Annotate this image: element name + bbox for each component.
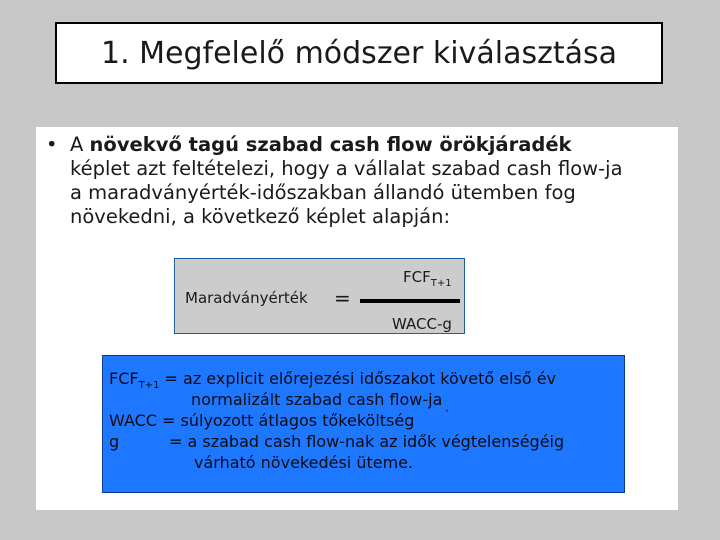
formula-numerator-sub: T+1	[430, 278, 452, 289]
def-fcf-term: FCF	[109, 369, 139, 388]
slide-title: 1. Megfelelő módszer kiválasztása	[100, 35, 617, 71]
def-fcf-line2	[191, 390, 449, 413]
bullet-paragraph	[46, 133, 676, 229]
formula-denominator: WACC-g	[392, 315, 452, 333]
bullet-bold: növekvő tagú szabad cash flow örökjáradék	[89, 133, 572, 156]
formula-equals: =	[334, 286, 351, 310]
formula-numerator-main: FCF	[403, 268, 431, 286]
bullet-line3: a maradványérték-időszakban állandó ütemben fog	[70, 181, 576, 204]
title-box	[55, 22, 663, 84]
def-fcf-text1: = az explicit előrejezési időszakot követő első év	[159, 369, 557, 388]
fraction-line	[360, 299, 460, 303]
def-g-line1: = a szabad cash flow-nak az idők végtelenségéig	[169, 432, 565, 451]
def-g-term: g	[109, 432, 120, 451]
formula-numerator	[403, 268, 452, 289]
content-area	[36, 127, 678, 510]
def-fcf-mark: ,	[445, 403, 449, 414]
formula-label: Maradványérték	[185, 289, 308, 307]
bullet-dot: •	[46, 133, 58, 156]
formula-box	[174, 258, 465, 334]
bullet-line4: növekedni, a következő képlet alapján:	[70, 205, 451, 228]
def-g-line2: várható növekedési üteme.	[194, 453, 414, 472]
def-wacc-line: WACC = súlyozott átlagos tőkeköltség	[109, 411, 415, 430]
def-fcf-sub: T+1	[138, 380, 160, 392]
bullet-lead: A	[70, 133, 90, 156]
def-fcf-text2: normalizált szabad cash flow-ja	[191, 390, 443, 409]
bullet-text	[70, 133, 676, 229]
definitions-box	[102, 355, 625, 493]
bullet-line2: képlet azt feltételezi, hogy a vállalat szabad cash flow-ja	[70, 157, 623, 180]
